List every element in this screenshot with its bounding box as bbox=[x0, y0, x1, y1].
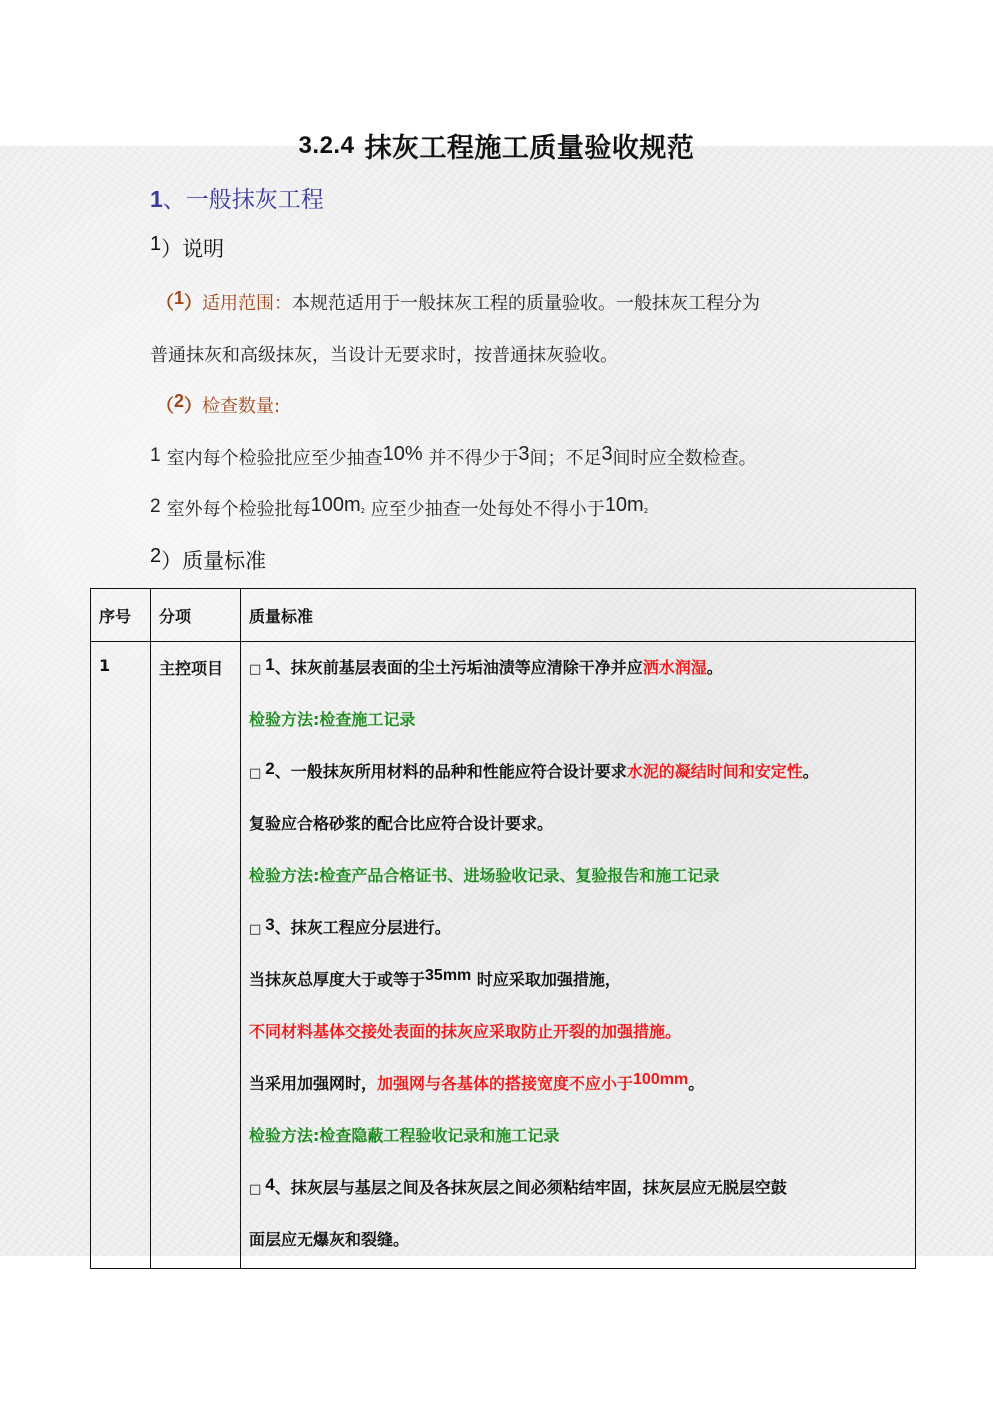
rule-count: 3 bbox=[518, 443, 530, 465]
paren-open: （ bbox=[156, 396, 174, 416]
section-heading-general-plastering bbox=[150, 181, 324, 214]
clause-emphasis: 水泥的凝结时间和安定性 bbox=[626, 762, 803, 781]
standard-line-3-thickness bbox=[241, 968, 915, 1020]
clause-emphasis: 洒水润湿 bbox=[642, 658, 707, 677]
subsection-heading-quality-standard bbox=[150, 545, 266, 575]
item-label: 检查数量: bbox=[202, 396, 281, 417]
subsection-heading-description bbox=[150, 233, 224, 263]
clause-number: 3 bbox=[265, 915, 275, 934]
clause-text: 、一般抹灰所用材料的品种和性能应符合设计要求 bbox=[274, 762, 627, 781]
title-number: 3.2.4 bbox=[298, 132, 355, 159]
standard-line-4-cont: 面层应无爆灰和裂缝。 bbox=[249, 1230, 410, 1249]
quality-standard-table bbox=[90, 588, 916, 1269]
superscript: 2 bbox=[643, 507, 649, 515]
standard-line-3 bbox=[241, 916, 915, 968]
section-label: 一般抹灰工程 bbox=[185, 187, 324, 213]
clause-text: 、抹灰层与基层之间及各抹灰层之间必须粘结牢固，抹灰层应无脱层空鼓 bbox=[274, 1178, 787, 1197]
clause-number: 4 bbox=[265, 1175, 275, 1194]
rule-count: 3 bbox=[601, 443, 613, 465]
scope-paragraph-line1 bbox=[156, 289, 760, 315]
rule-text: 并不得少于 bbox=[422, 448, 519, 469]
rule-outdoor bbox=[150, 495, 648, 521]
subsection-number: 1 bbox=[150, 233, 162, 255]
standard-line-1 bbox=[241, 656, 915, 708]
cell-seq: 1 bbox=[91, 642, 151, 1269]
checkbox-icon: □ bbox=[249, 1182, 262, 1197]
rule-text: 室外每个检验批每 bbox=[166, 499, 311, 520]
clause-emphasis: 加强网与各基体的搭接宽度不应小于 bbox=[377, 1074, 634, 1093]
page-title bbox=[0, 126, 993, 165]
clause-text: 当抹灰总厚度大于或等于 bbox=[249, 970, 426, 989]
header-category: 分项 bbox=[151, 589, 241, 642]
standard-line-3-joints: 不同材料基体交接处表面的抹灰应采取防止开裂的加强措施。 bbox=[249, 1022, 682, 1041]
clause-text: 当采用加强网时， bbox=[249, 1074, 378, 1093]
cell-standard bbox=[241, 642, 916, 1269]
checkbox-icon: □ bbox=[249, 662, 262, 677]
cell-category: 主控项目 bbox=[151, 642, 241, 1269]
rule-text: 应至少抽查一处每处不得小于 bbox=[365, 499, 605, 520]
clause-measure: 100mm bbox=[633, 1071, 689, 1088]
rule-indoor bbox=[150, 444, 757, 470]
table-header-row bbox=[91, 589, 916, 642]
rule-percent: 10% bbox=[382, 443, 423, 465]
subsection-number: 2 bbox=[150, 545, 162, 567]
subsection-label: 质量标准 bbox=[182, 549, 267, 573]
inspection-method-3: 检验方法:检查隐蔽工程验收记录和施工记录 bbox=[249, 1126, 560, 1145]
rule-number: 2 bbox=[150, 496, 161, 517]
checkbox-icon: □ bbox=[249, 766, 262, 781]
paren-close: ） bbox=[184, 396, 203, 416]
clause-text: 时应采取加强措施， bbox=[471, 970, 621, 989]
clause-end: 。 bbox=[802, 762, 819, 781]
rule-text: 间；不足 bbox=[529, 448, 602, 469]
rule-text: 间时应全数检查。 bbox=[612, 448, 757, 469]
superscript: 2 bbox=[360, 507, 366, 515]
clause-end: 。 bbox=[688, 1074, 705, 1093]
subsection-separator: ） bbox=[161, 237, 183, 261]
clause-number: 1 bbox=[265, 655, 275, 674]
header-standard: 质量标准 bbox=[241, 589, 916, 642]
rule-area: 10m bbox=[604, 494, 644, 516]
scope-label bbox=[156, 288, 293, 314]
table-row bbox=[91, 642, 916, 1269]
clause-measure: 35mm bbox=[425, 967, 472, 984]
rule-text: 室内每个检验批应至少抽查 bbox=[166, 448, 383, 469]
item-label: 适用范围： bbox=[202, 293, 293, 314]
title-text: 抹灰工程施工质量验收规范 bbox=[364, 133, 695, 164]
scope-text-line1: 本规范适用于一般抹灰工程的质量验收。一般抹灰工程分为 bbox=[292, 293, 761, 314]
rule-area: 100m bbox=[310, 494, 361, 516]
clause-text: 、抹灰工程应分层进行。 bbox=[274, 918, 451, 937]
scope-paragraph-line2: 普通抹灰和高级抹灰，当设计无要求时，按普通抹灰验收。 bbox=[150, 345, 618, 366]
paren-close: ） bbox=[184, 293, 203, 313]
clause-number: 2 bbox=[265, 759, 275, 778]
clause-end: 。 bbox=[706, 658, 723, 677]
standard-line-2-cont: 复验应合格砂浆的配合比应符合设计要求。 bbox=[249, 814, 554, 833]
paren-open: （ bbox=[156, 293, 174, 313]
subsection-label: 说明 bbox=[182, 237, 225, 261]
standard-line-2 bbox=[241, 760, 915, 812]
standard-line-4 bbox=[241, 1176, 915, 1228]
inspection-quantity-label bbox=[156, 392, 280, 418]
standard-line-3-mesh bbox=[241, 1072, 915, 1124]
section-number: 1 bbox=[150, 186, 163, 212]
clause-text: 、抹灰前基层表面的尘土污垢油渍等应清除干净并应 bbox=[274, 658, 643, 677]
inspection-method-1: 检验方法:检查施工记录 bbox=[249, 710, 416, 729]
item-number: 2 bbox=[174, 391, 185, 411]
rule-number: 1 bbox=[150, 445, 161, 466]
item-number: 1 bbox=[174, 288, 185, 308]
header-seq: 序号 bbox=[91, 589, 151, 642]
checkbox-icon: □ bbox=[249, 922, 262, 937]
subsection-separator: ） bbox=[161, 549, 183, 573]
inspection-method-2: 检验方法:检查产品合格证书、进场验收记录、复验报告和施工记录 bbox=[249, 866, 720, 885]
section-separator: 、 bbox=[162, 187, 186, 213]
